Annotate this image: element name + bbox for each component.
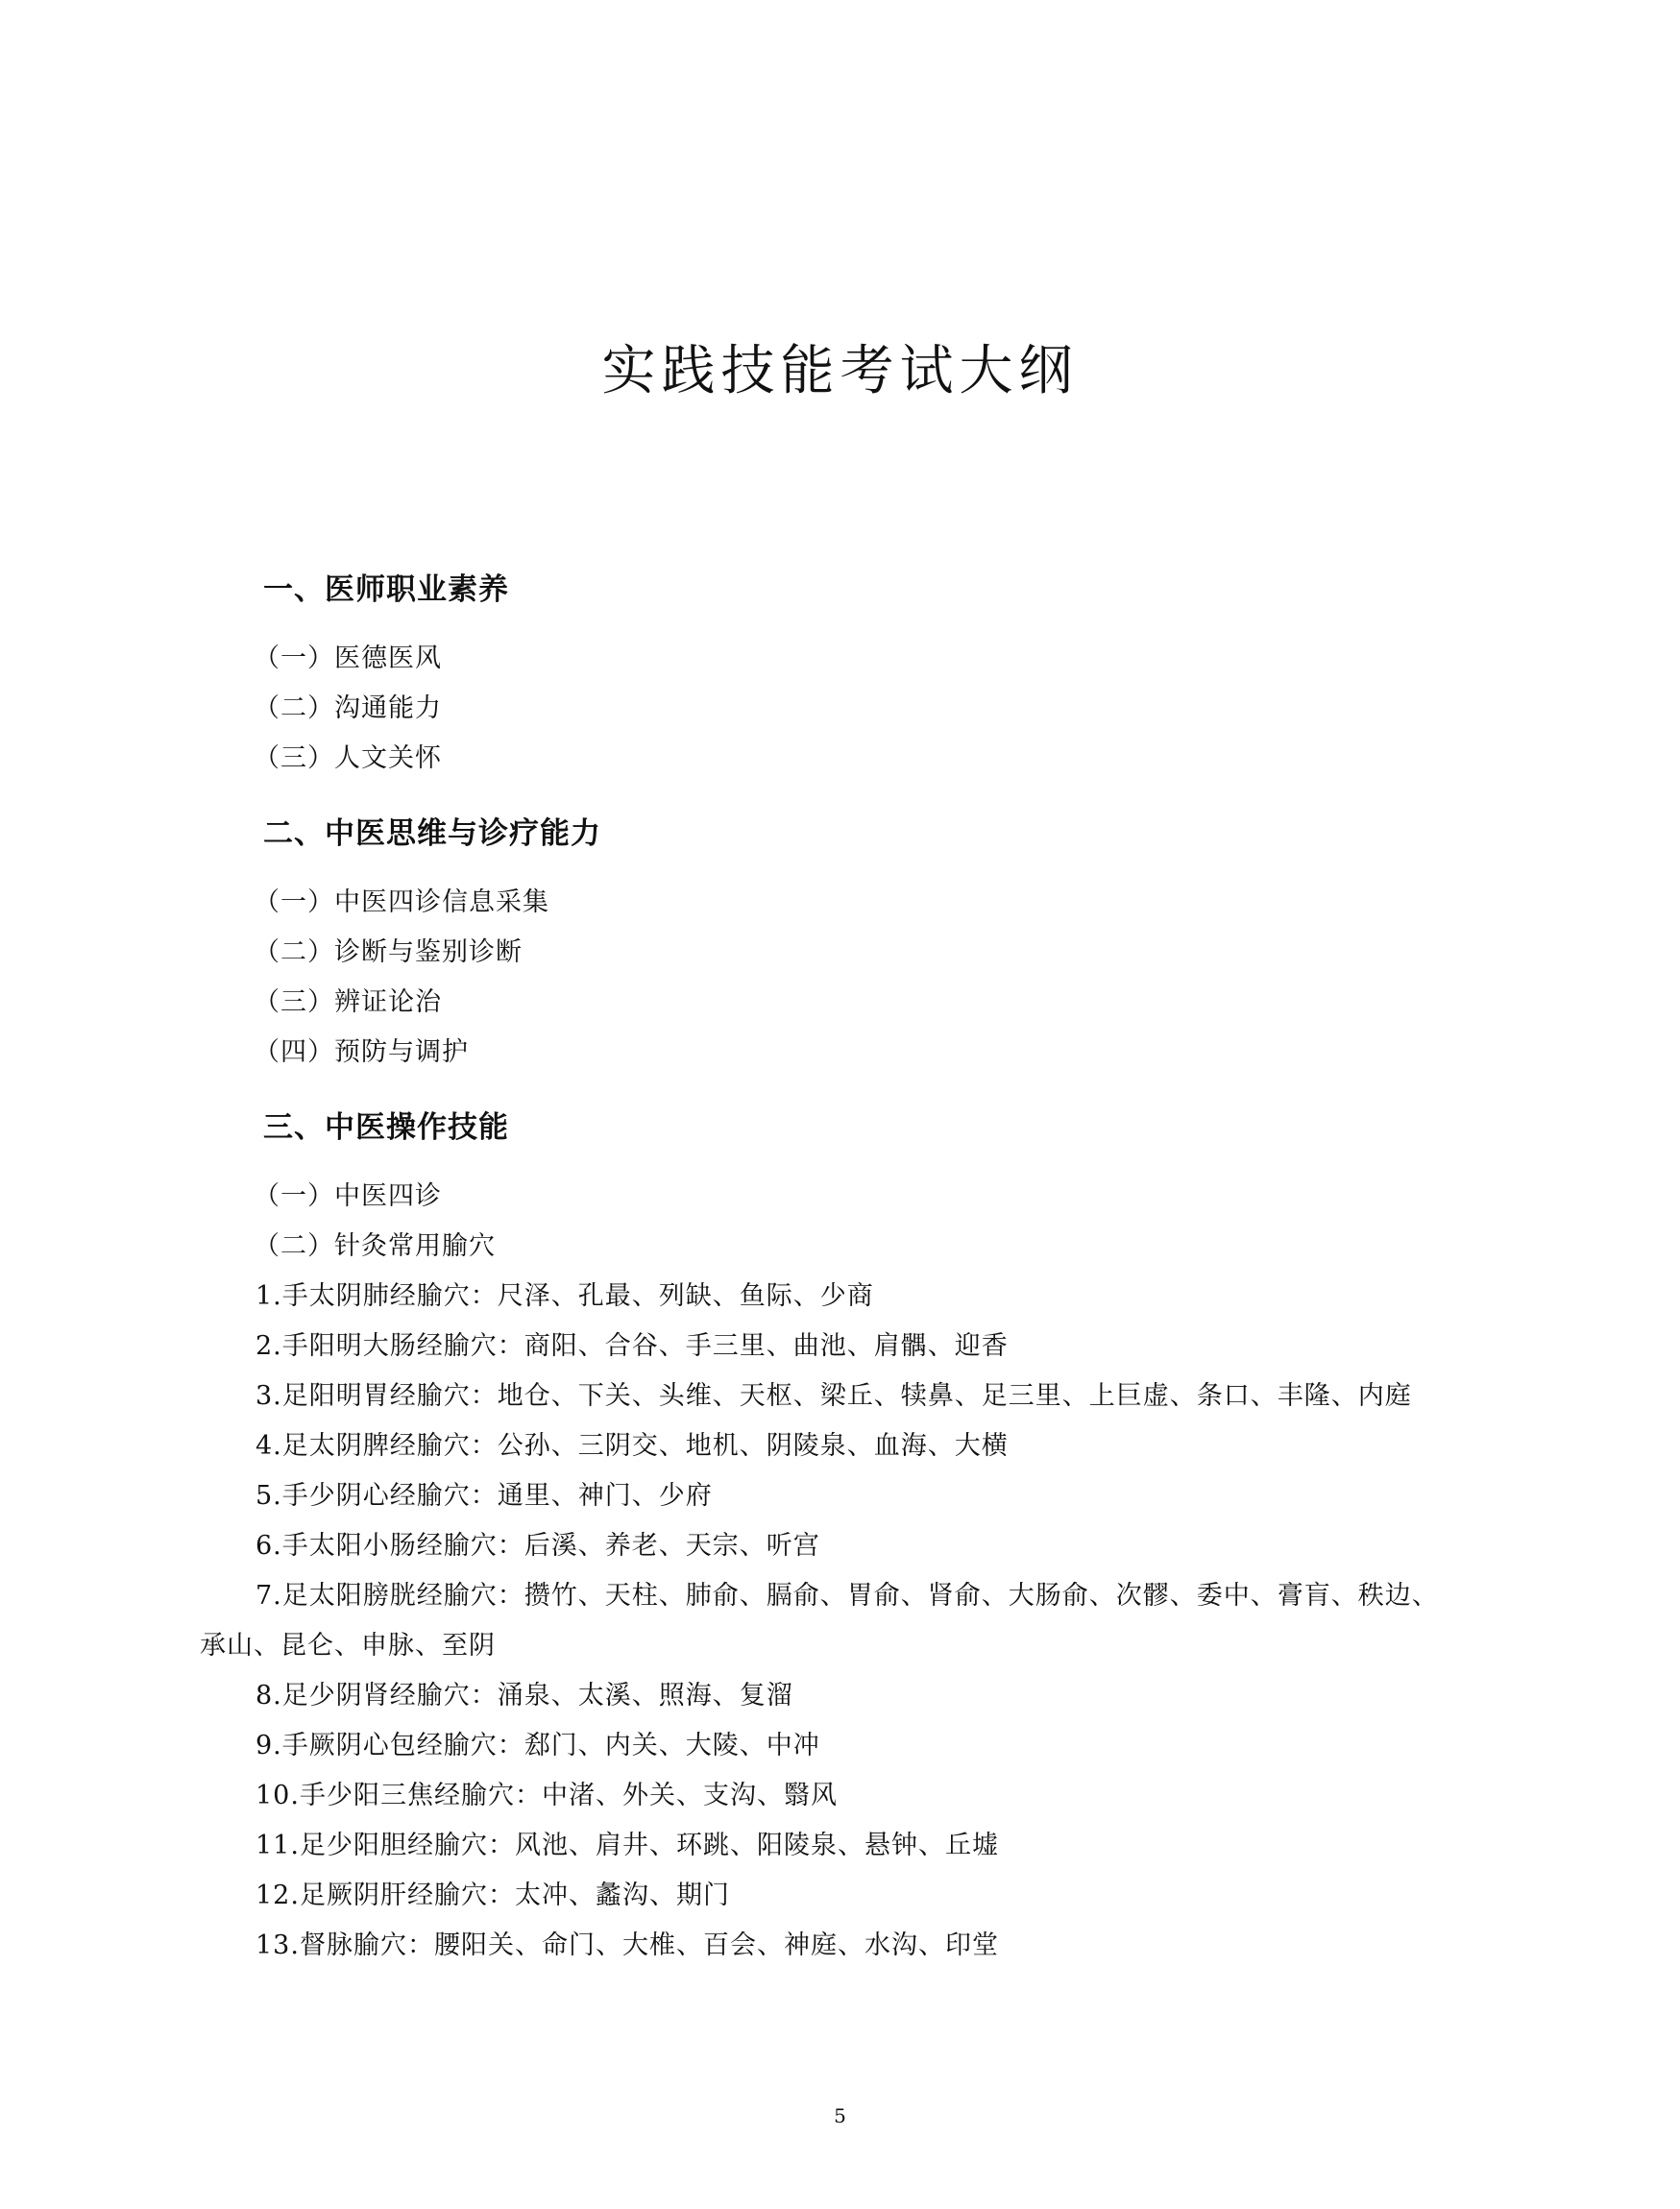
acupoint-list-item: 4.足太阴脾经腧穴：公孙、三阴交、地机、阴陵泉、血海、大横 [256,1431,1009,1461]
acupoint-list-item: 6.手太阳小肠经腧穴：后溪、养老、天宗、听宫 [256,1531,820,1561]
list-item: （一）医德医风 [254,643,442,673]
list-item: （一）中医四诊信息采集 [254,887,549,917]
acupoint-list-item: 10.手少阳三焦经腧穴：中渚、外关、支沟、翳风 [256,1781,838,1810]
acupoint-list-item: 1.手太阴肺经腧穴：尺泽、孔最、列缺、鱼际、少商 [256,1281,874,1311]
acupoint-list-item: 11.足少阳胆经腧穴：风池、肩井、环跳、阳陵泉、悬钟、丘墟 [256,1831,999,1860]
acupoint-list-item: 12.足厥阴肝经腧穴：太冲、蠡沟、期门 [256,1881,730,1910]
acupoint-list-item: 2.手阳明大肠经腧穴：商阳、合谷、手三里、曲池、肩髃、迎香 [256,1331,1009,1361]
section-heading-operation-skills: 三、中医操作技能 [263,1110,509,1145]
section-heading-tcm-thinking: 二、中医思维与诊疗能力 [263,816,601,851]
list-item: （三）辨证论治 [254,987,442,1017]
acupoint-list-item: 8.足少阴肾经腧穴：涌泉、太溪、照海、复溜 [256,1681,793,1711]
acupoint-list-item: 5.手少阴心经腧穴：通里、神门、少府 [256,1481,713,1511]
list-item: （一）中医四诊 [254,1181,442,1211]
list-item: （二）沟通能力 [254,693,442,723]
section-heading-professionalism: 一、医师职业素养 [263,572,509,607]
acupoint-list-item: 7.足太阳膀胱经腧穴：攒竹、天柱、肺俞、膈俞、胃俞、肾俞、大肠俞、次髎、委中、膏肓、秩边、 [256,1581,1439,1611]
list-item: （二）针灸常用腧穴 [254,1231,496,1261]
acupoint-list-item: 9.手厥阴心包经腧穴：郄门、内关、大陵、中冲 [256,1731,820,1760]
page-number: 5 [834,2104,846,2127]
acupoint-list-item: 3.足阳明胃经腧穴：地仓、下关、头维、天枢、梁丘、犊鼻、足三里、上巨虚、条口、丰隆、内庭 [256,1381,1412,1411]
acupoint-list-item-continuation: 承山、昆仑、申脉、至阴 [200,1631,496,1661]
list-item: （三）人文关怀 [254,743,442,773]
list-item: （四）预防与调护 [254,1037,469,1067]
page-title: 实践技能考试大纲 [601,340,1079,402]
list-item: （二）诊断与鉴别诊断 [254,937,523,967]
acupoint-list-item: 13.督脉腧穴：腰阳关、命门、大椎、百会、神庭、水沟、印堂 [256,1930,999,1960]
